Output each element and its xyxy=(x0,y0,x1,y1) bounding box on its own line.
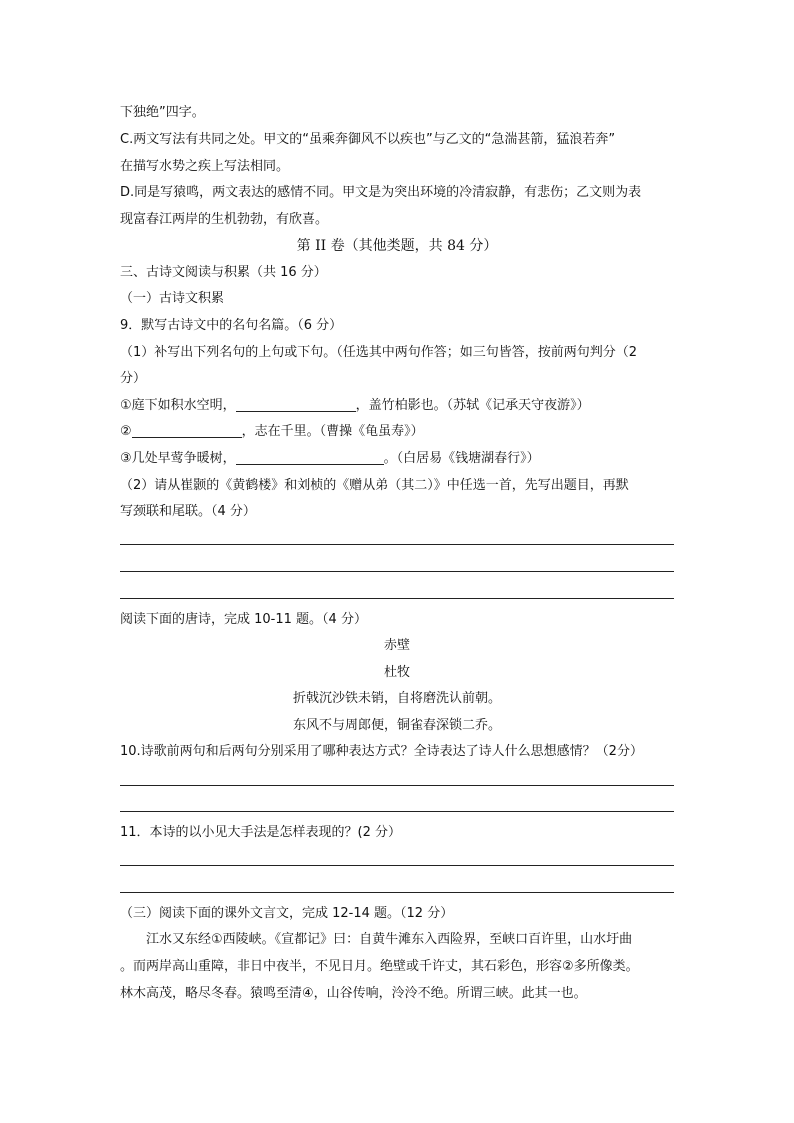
section-heading: 第 II 卷（其他类题，共 84 分） xyxy=(296,238,498,254)
text-line: 现富春江两岸的生机勃勃，有欣喜。 xyxy=(120,212,329,227)
poem-line: 折戟沉沙铁未销，自将磨洗认前朝。 xyxy=(292,691,501,706)
fill-blank-suffix: 。（白居易《钱塘湖春行》） xyxy=(383,451,540,466)
text-line: 在描写水势之疾上写法相同。 xyxy=(120,159,290,174)
reading-instruction: 阅读下面的唐诗，完成 10-11 题。（4 分） xyxy=(120,612,367,627)
question-9-2: （2）请从崔颢的《黄鹤楼》和刘桢的《赠从弟（其二）》中任选一首，先写出题目，再默 xyxy=(120,478,629,493)
subsection-title: （一）古诗文积累 xyxy=(120,291,225,306)
fill-blank-3 xyxy=(120,450,540,468)
fill-blank-2 xyxy=(120,423,424,441)
answer-line[interactable] xyxy=(120,598,674,599)
answer-line[interactable] xyxy=(120,892,674,893)
question-11: 11．本诗的以小见大手法是怎样表现的？(2 分） xyxy=(120,825,402,840)
fill-blank-prefix: ③几处早莺争暖树， xyxy=(120,451,236,466)
poem-title: 赤壁 xyxy=(383,638,410,653)
answer-line[interactable] xyxy=(120,544,674,545)
answer-line[interactable] xyxy=(120,785,674,786)
text-line: 下独绝”四字。 xyxy=(120,105,205,120)
answer-line[interactable] xyxy=(120,865,674,866)
question-10: 10.诗歌前两句和后两句分别采用了哪种表达方式？全诗表达了诗人什么思想感情？（2分） xyxy=(120,744,643,759)
subsection-title: （三）阅读下面的课外文言文，完成 12-14 题。（12 分） xyxy=(120,906,454,921)
fill-blank-suffix: ，志在千里。（曹操《龟虽寿》） xyxy=(241,424,424,439)
answer-line[interactable] xyxy=(120,571,674,572)
fill-blank-1 xyxy=(120,397,590,415)
blank-field[interactable] xyxy=(132,424,242,438)
fill-blank-prefix: ② xyxy=(120,424,132,439)
blank-field[interactable] xyxy=(236,398,356,412)
passage-line: 林木高茂，略尽冬春。猿鸣至清④，山谷传响，泠泠不绝。所谓三峡。此其一也。 xyxy=(120,986,587,1001)
poem-author: 杜牧 xyxy=(383,665,410,680)
fill-blank-suffix: ，盖竹柏影也。（苏轼《记承天守夜游》） xyxy=(355,398,590,413)
answer-line[interactable] xyxy=(120,811,674,812)
passage-line: 江水又东经①西陵峡。《宣都记》曰：自黄牛滩东入西险界，至峡口百许里，山水圩曲 xyxy=(146,932,633,947)
question-9: 9．默写古诗文中的名句名篇。（6 分） xyxy=(120,318,343,333)
option-d-line: D.同是写猿鸣，两文表达的感情不同。甲文是为突出环境的冷清寂静，有悲伤；乙文则为表 xyxy=(120,185,642,200)
text-line: 分） xyxy=(120,371,147,386)
passage-line: 。而两岸高山重障，非日中夜半，不见日月。绝壁或千许丈，其石彩色，形容②多所像类。 xyxy=(120,959,639,974)
blank-field[interactable] xyxy=(236,451,384,465)
poem-line: 东风不与周郎便，铜雀春深锁二乔。 xyxy=(292,718,501,733)
question-9-1: （1）补写出下列名句的上句或下句。（任选其中两句作答；如三句皆答，按前两句判分（2 xyxy=(120,345,638,360)
text-line: 写颈联和尾联。（4 分） xyxy=(120,504,256,519)
fill-blank-prefix: ①庭下如积水空明， xyxy=(120,398,236,413)
option-c-line: C.两文写法有共同之处。甲文的“虽乘奔御风不以疾也”与乙文的“急湍甚箭，猛浪若奔” xyxy=(120,132,616,147)
part-title: 三、古诗文阅读与积累（共 16 分） xyxy=(120,265,327,280)
